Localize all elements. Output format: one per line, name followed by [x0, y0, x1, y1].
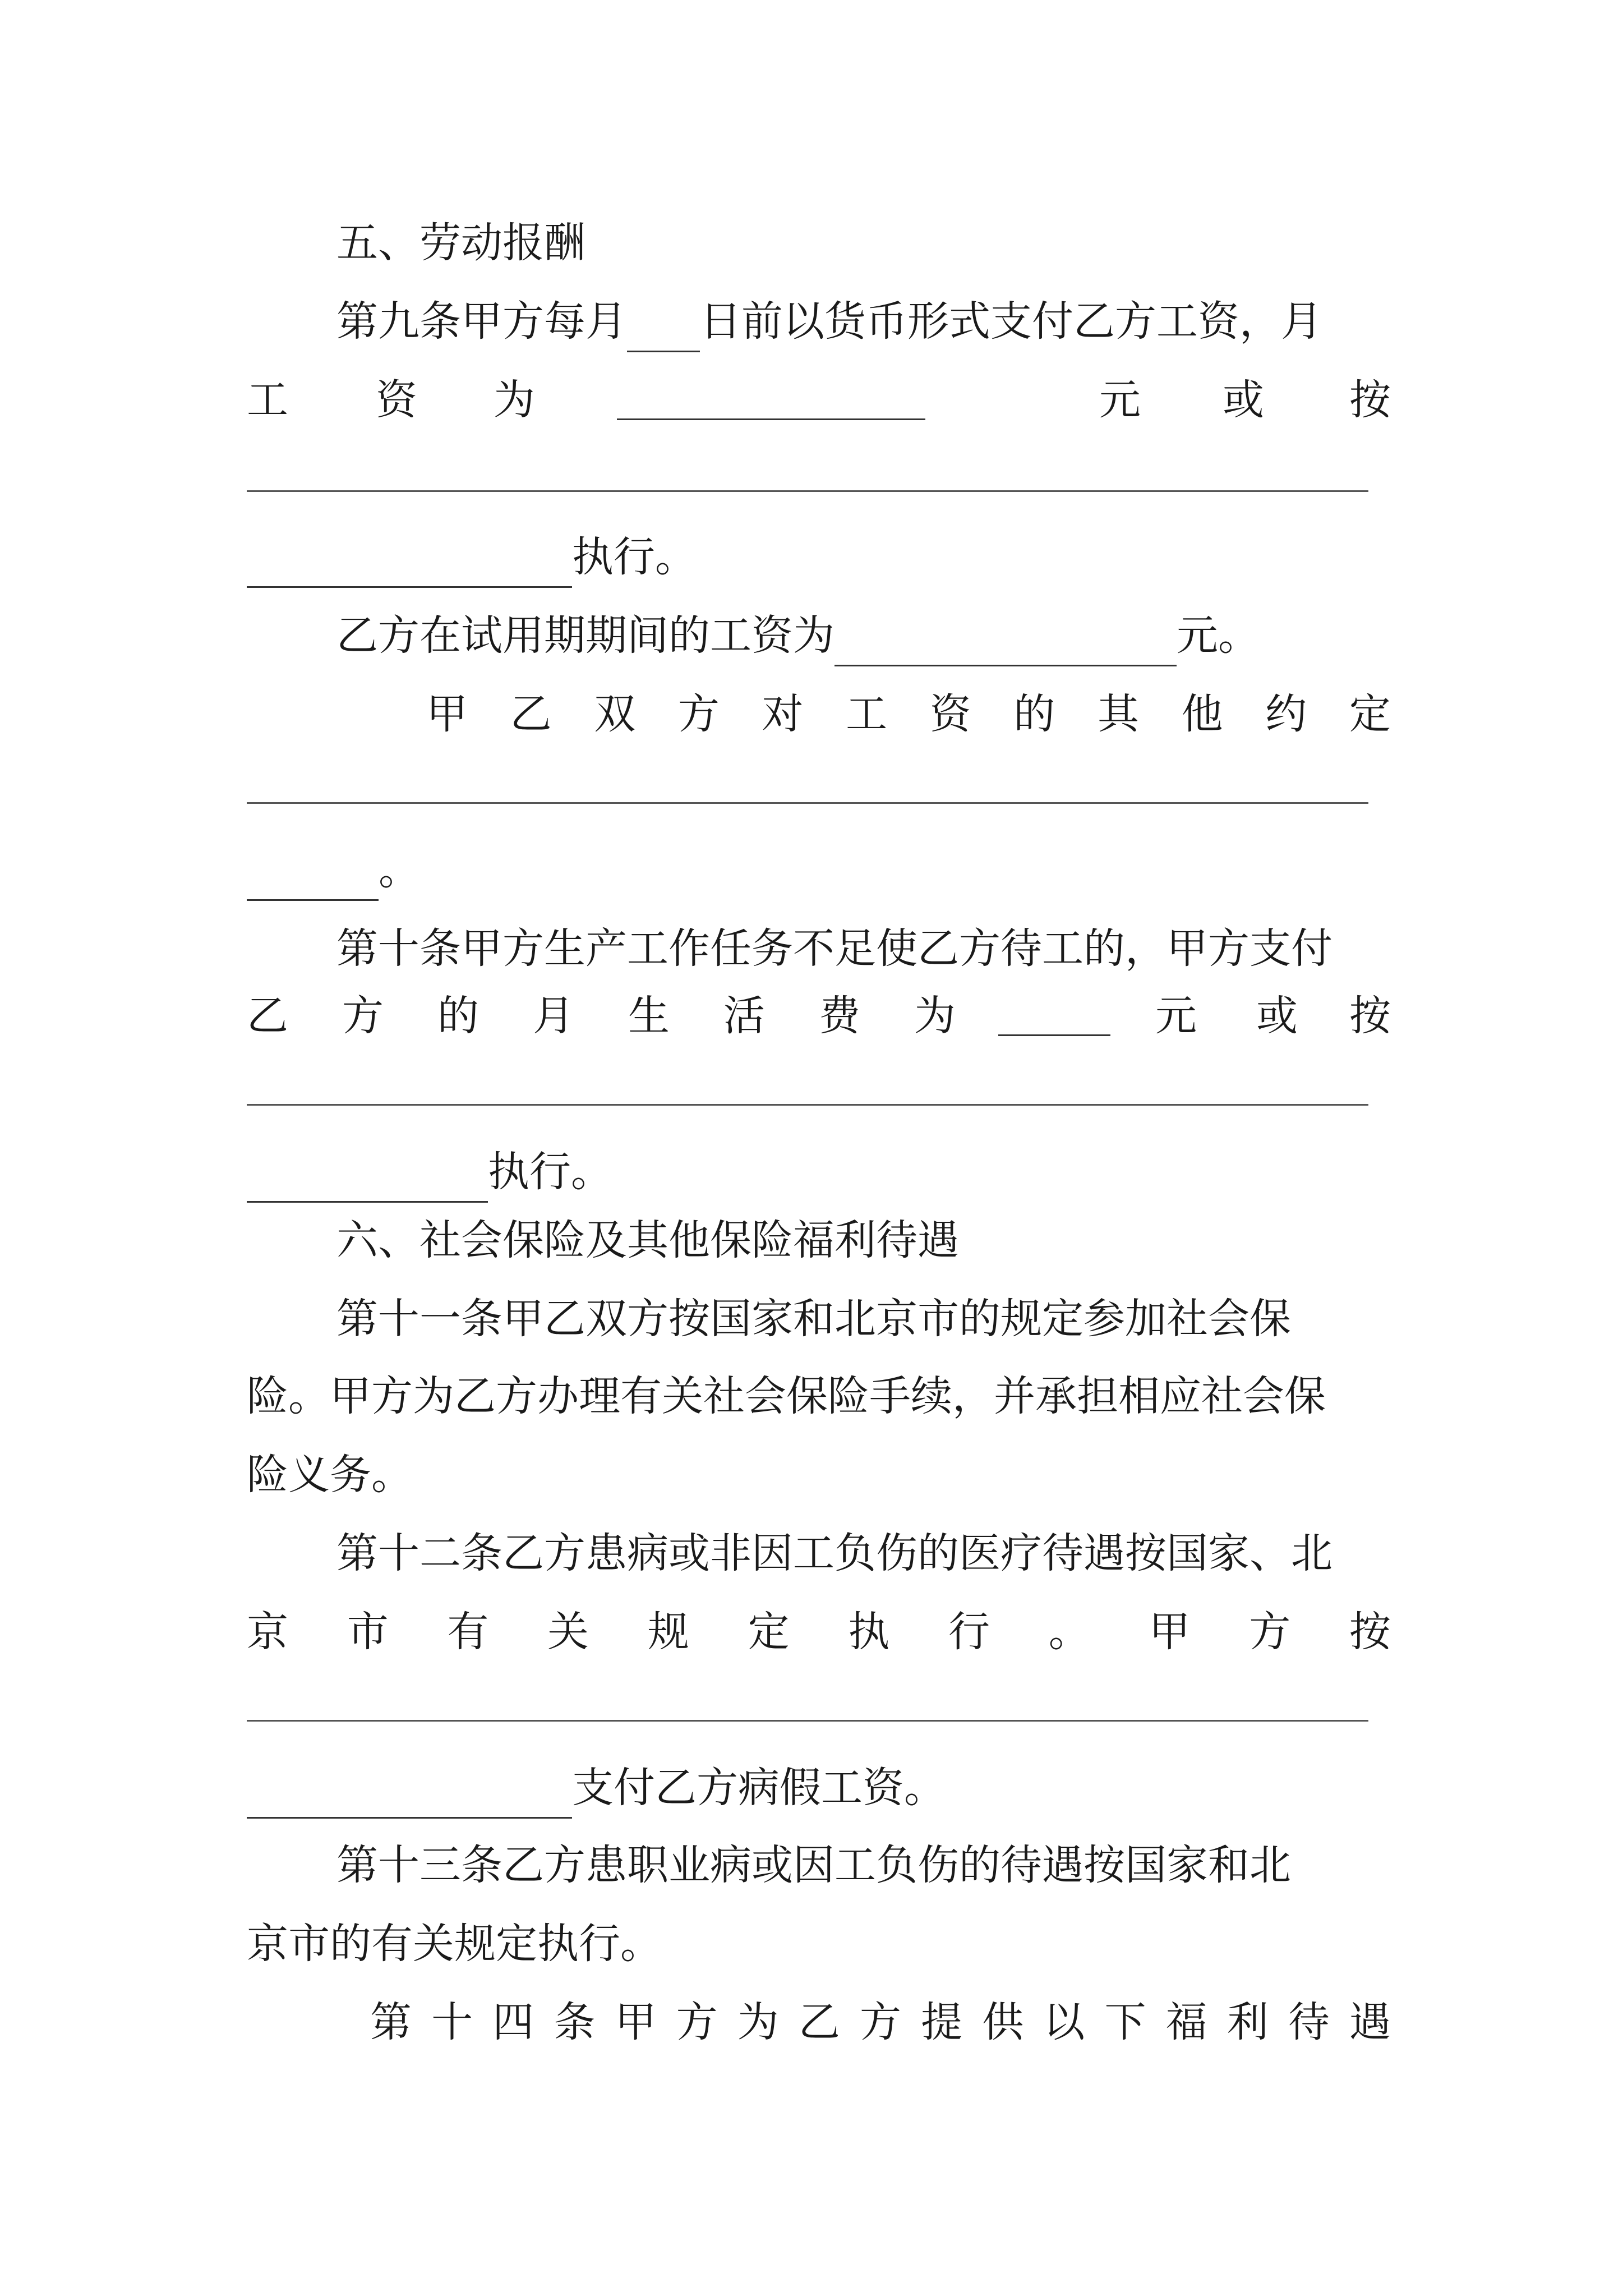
sick-pay-text: 支付乙方病假工资。: [572, 1764, 946, 1812]
article-12-line-2: [247, 1601, 1391, 1663]
other-agreement-end-line: [247, 839, 1391, 901]
spaced-char: 福: [1165, 1998, 1207, 2046]
other-salary-agreement-line: [426, 683, 1391, 745]
yuan-char: 元: [1099, 376, 1141, 424]
salary-char: 工: [247, 376, 288, 424]
spaced-char: 利: [1227, 1998, 1269, 2046]
spaced-char: 约: [1265, 690, 1307, 738]
spaced-char: 方: [860, 1998, 901, 2046]
article-9-text-a: 第九条甲方每月: [336, 297, 627, 346]
monthly-salary-blank[interactable]: [617, 374, 925, 420]
spaced-char: 的: [1013, 690, 1055, 738]
spaced-char: 京: [247, 1608, 288, 1656]
spaced-char: 甲: [1149, 1608, 1191, 1656]
spaced-char: 甲: [426, 690, 468, 738]
spaced-char: 规: [647, 1608, 689, 1656]
spaced-char: 定: [748, 1608, 790, 1656]
sick-pay-basis-blank[interactable]: [247, 1772, 572, 1819]
spaced-char: 遇: [1349, 1998, 1391, 2046]
spaced-char: 工: [846, 690, 888, 738]
spaced-char: 其: [1098, 690, 1139, 738]
spaced-char: 方: [1249, 1608, 1291, 1656]
spaced-char: 有: [447, 1608, 489, 1656]
probation-salary-blank[interactable]: [834, 620, 1177, 666]
spaced-char: 按: [1349, 1608, 1391, 1656]
salary-char: 为: [494, 376, 535, 424]
spaced-char: 定: [1349, 690, 1391, 738]
article-14-line-1: [370, 1991, 1391, 2053]
spaced-char: 下: [1104, 1998, 1146, 2046]
spaced-char: 待: [1288, 1998, 1330, 2046]
spaced-char: 甲: [615, 1998, 657, 2046]
article-10-line-1: 第十条甲方生产工作任务不足使乙方待工的，甲方支付: [336, 924, 1332, 973]
spaced-char: 生: [628, 992, 670, 1040]
spaced-char: 方: [342, 992, 384, 1040]
spaced-char: 市: [347, 1608, 389, 1656]
spaced-char: 供: [982, 1998, 1024, 2046]
spaced-char: 条: [554, 1998, 596, 2046]
spaced-char: 的: [437, 992, 479, 1040]
per-char: 按: [1349, 992, 1391, 1040]
pay-day-blank[interactable]: [627, 306, 700, 352]
salary-char: 资: [376, 376, 417, 424]
spaced-char: 为: [914, 992, 956, 1040]
yuan-char: 元: [1155, 992, 1197, 1040]
spaced-char: 双: [594, 690, 636, 738]
other-agreement-blank-line[interactable]: [247, 802, 1368, 804]
article-9-line-1: [336, 291, 1391, 352]
allowance-basis-blank[interactable]: [247, 1156, 488, 1203]
article-12-line-4: [247, 1757, 1391, 1819]
spaced-char: 乙: [510, 690, 552, 738]
article-9-line-4: [247, 526, 1391, 588]
spaced-char: 费: [819, 992, 860, 1040]
spaced-char: 执: [848, 1608, 890, 1656]
article-11-line-1: 第十一条甲乙双方按国家和北京市的规定参加社会保: [336, 1295, 1291, 1343]
or-char: 或: [1256, 992, 1298, 1040]
spaced-char: 。: [1048, 1608, 1090, 1656]
spaced-char: 活: [723, 992, 765, 1040]
section-heading-remuneration: 五、劳动报酬: [336, 219, 585, 267]
spaced-char: 对: [762, 690, 804, 738]
spaced-char: 资: [929, 690, 971, 738]
probation-text: 乙方在试用期期间的工资为: [336, 611, 834, 660]
spaced-char: 月: [533, 992, 574, 1040]
spaced-char: 为: [737, 1998, 779, 2046]
yuan-end-text: 元。: [1177, 611, 1260, 660]
spaced-char: 提: [921, 1998, 963, 2046]
or-char: 或: [1223, 376, 1264, 424]
spaced-char: 乙: [247, 992, 288, 1040]
article-11-line-2: 险。甲方为乙方办理有关社会保险手续，并承担相应社会保: [247, 1372, 1326, 1420]
article-12-line-1: 第十二条乙方患病或非因工负伤的医疗待遇按国家、北: [336, 1529, 1332, 1577]
sick-pay-standard-blank-line[interactable]: [247, 1720, 1368, 1722]
spaced-char: 行: [948, 1608, 990, 1656]
article-13-line-2: 京市的有关规定执行。: [247, 1920, 662, 1968]
article-9-text-b: 日前以货币形式支付乙方工资，月: [700, 297, 1322, 346]
salary-basis-blank[interactable]: [247, 541, 572, 588]
article-9-line-2: [247, 369, 1391, 431]
article-11-line-3: 险义务。: [247, 1451, 413, 1499]
spaced-char: 四: [492, 1998, 534, 2046]
spaced-char: 十: [431, 1998, 473, 2046]
article-13-line-1: 第十三条乙方患职业病或因工负伤的待遇按国家和北: [336, 1841, 1291, 1889]
article-10-line-4: [247, 1141, 1391, 1203]
spaced-char: 他: [1181, 690, 1223, 738]
spaced-char: 以: [1043, 1998, 1085, 2046]
execute-text: 执行。: [572, 533, 697, 581]
spaced-char: 方: [676, 1998, 718, 2046]
per-char: 按: [1349, 376, 1391, 424]
salary-standard-blank-line[interactable]: [247, 490, 1368, 492]
spaced-char: 第: [370, 1998, 412, 2046]
article-10-line-2: [247, 985, 1391, 1047]
spaced-char: 乙: [798, 1998, 840, 2046]
section-heading-social-insurance: 六、社会保险及其他保险福利待遇: [336, 1216, 959, 1264]
spaced-char: 关: [547, 1608, 589, 1656]
period-text: 。: [379, 846, 420, 894]
living-allowance-blank[interactable]: [998, 990, 1110, 1036]
spaced-char: 方: [677, 690, 720, 738]
allowance-standard-blank-line[interactable]: [247, 1104, 1368, 1106]
probation-salary-line: [336, 605, 1391, 666]
execute-text: 执行。: [488, 1148, 612, 1196]
other-agreement-blank[interactable]: [247, 854, 379, 901]
